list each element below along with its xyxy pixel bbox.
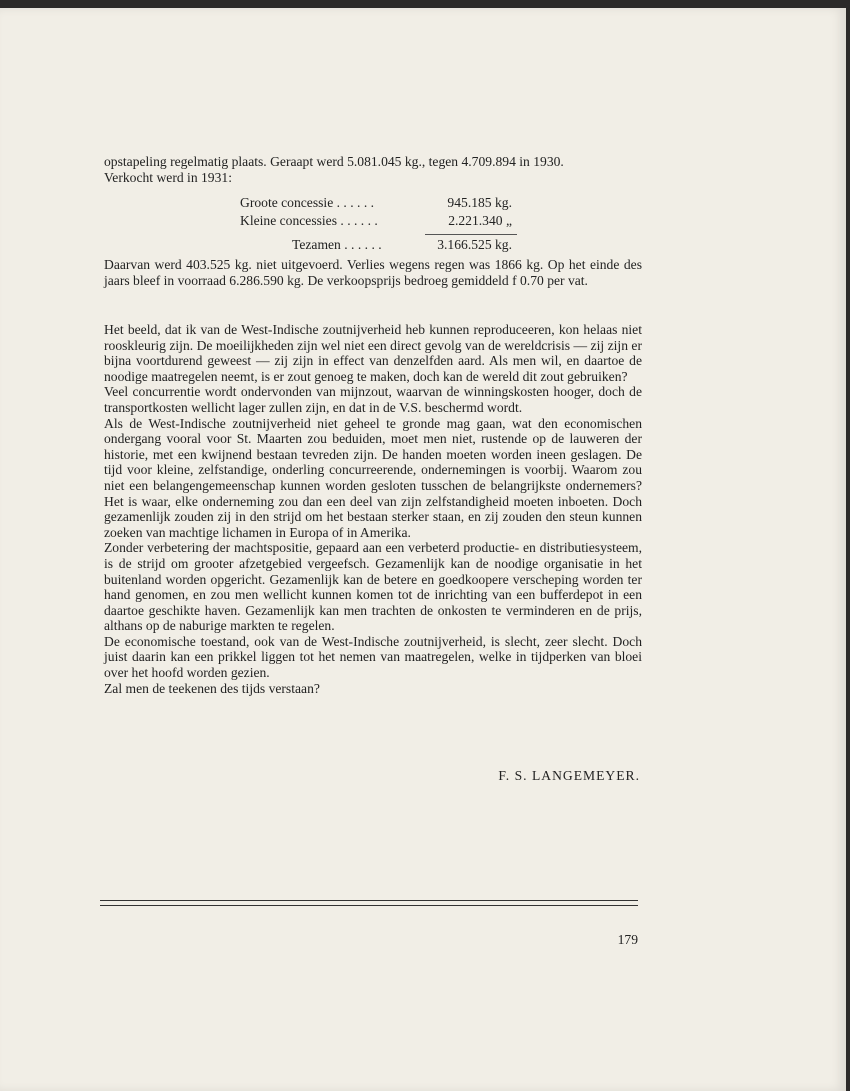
ledger-row: [240, 213, 520, 231]
paragraph: Het beeld, dat ik van de West-Indische zoutnijverheid heb kunnen reproduceeren, kon helaas niet rooskleurig zijn. De moeilijkheden zijn wel niet een direct gevolg van de wereldcrisis — zij zijn er bijna voortdurend geweest — zij zijn in effect van denzelfden aard. Als men wil, en daartoe de noodige maatregelen neemt, is er zout genoeg te maken, doch kan de wereld dit zout gebruiken?: [104, 322, 642, 384]
ledger-amount: 2.221.340 „: [448, 213, 512, 228]
ledger-amount: 945.185 kg.: [447, 195, 512, 210]
body-text: [104, 322, 642, 696]
ledger-label: Groote concessie . . . . . .: [240, 195, 375, 210]
stock-paragraph: [104, 257, 642, 288]
intro-line-2: Verkocht werd in 1931:: [104, 169, 232, 185]
ledger-total-label: Tezamen . . . . . .: [292, 237, 382, 252]
paragraph: Zal men de teekenen des tijds verstaan?: [104, 680, 320, 696]
intro-line-1: opstapeling regelmatig plaats. Geraapt werd 5.081.045 kg., tegen 4.709.894 in 1930.: [104, 154, 564, 169]
footer-rule: [100, 900, 638, 901]
paragraph: De economische toestand, ook van de West-Indische zoutnijverheid, is slecht, zeer slecht. Doch juist daarin kan een prikkel liggen tot het nemen van maatregelen, welke in tijdperken van bloei over het hoofd worden gezien.: [104, 633, 642, 681]
ledger-total-amount: 3.166.525 kg.: [437, 237, 512, 252]
author-signature: F. S. LANGEMEYER.: [498, 768, 640, 783]
sales-ledger: [240, 195, 520, 255]
book-page: [0, 8, 846, 1091]
ledger-row: [240, 195, 520, 213]
page-number: 179: [617, 932, 638, 947]
paragraph: Daarvan werd 403.525 kg. niet uitgevoerd. Verlies wegens regen was 1866 kg. Op het einde des jaars bleef in voorraad 6.286.590 kg. De verkoopsprijs bedroeg gemiddeld f 0.70 per vat.: [104, 257, 642, 288]
ledger-total-row: [240, 237, 520, 255]
paragraph: Veel concurrentie wordt ondervonden van mijnzout, waarvan de winningskosten hooger, doch de transportkosten wellicht lager zullen zijn, en dat in de V.S. beschermd wordt.: [104, 384, 642, 415]
paragraph: Zonder verbetering der machtspositie, gepaard aan een verbeterd productie- en distributiesysteem, is de strijd om grooter afzetgebied vergeefsch. Gezamenlijk kan de noodige organisatie in het buitenland worden opgericht. Gezamenlijk kan de betere en goedkoopere verscheping worden ter hand genomen, en zou men wellicht kunnen komen tot de inrichting van een bufferdepot in een daartoe geschikte haven. Gezamenlijk kan men trachten de onkosten te verminderen en de prijs, althans op de naburige markten te regelen.: [104, 540, 642, 634]
intro-text: [104, 154, 642, 185]
paragraph: Als de West-Indische zoutnijverheid niet geheel te gronde mag gaan, wat den economischen ondergang vooral voor St. Maarten zou beduiden, moet men niet, rustende op de lauweren der historie, met een kwijnend bestaan tevreden zijn. De handen moeten worden ineen geslagen. De tijd voor kleine, zelfstandige, onderling concurreerende, ondernemingen is voorbij. Waarom zou niet een belangengemeenschap kunnen worden gesloten tusschen de belangrijkste ondernemers? Het is waar, elke onderneming zou dan een deel van zijn zelfstandigheid moeten inboeten. Doch gezamenlijk zouden zij in den strijd om het bestaan sterker staan, en zij zouden den steun kunnen zoeken van machtige lichamen in Europa of in Amerika.: [104, 415, 642, 540]
ledger-label: Kleine concessies . . . . . .: [240, 213, 378, 228]
footer-rule: [100, 905, 638, 906]
sum-rule: [425, 234, 517, 235]
